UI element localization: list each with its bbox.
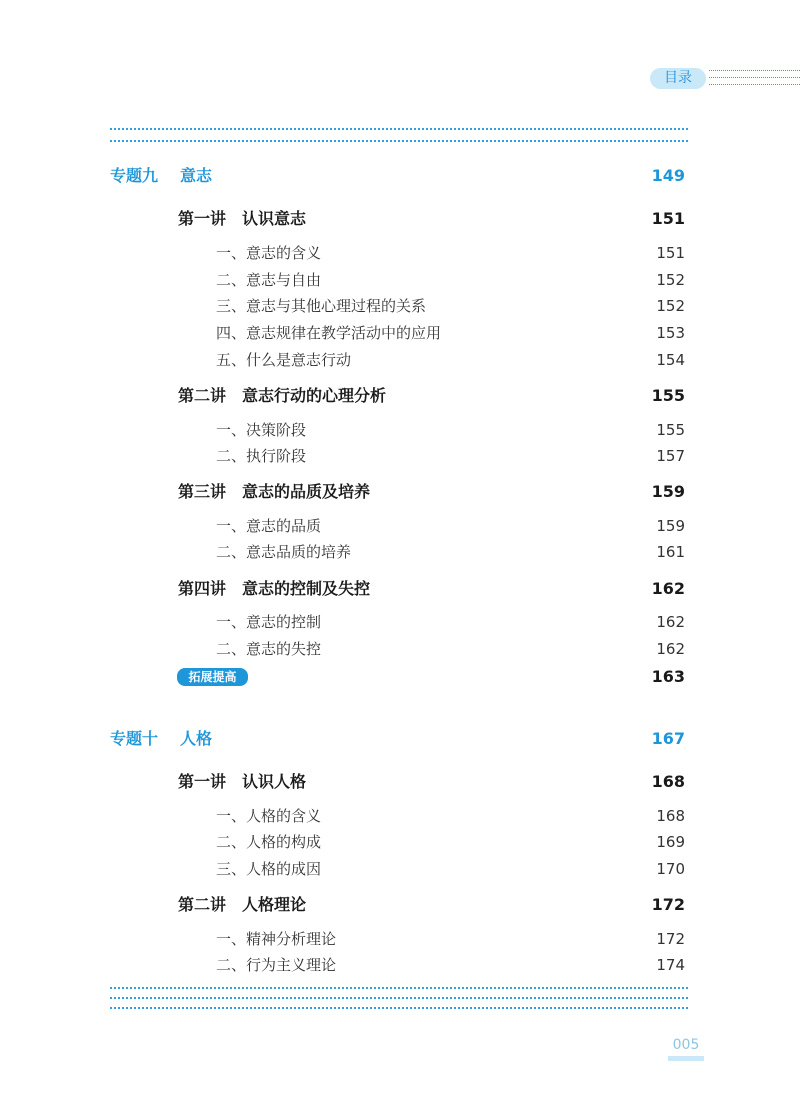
toc-topic[interactable] xyxy=(0,727,800,751)
section-page: 169 xyxy=(656,833,685,851)
section-page: 172 xyxy=(656,930,685,948)
lecture-title: 人格理论 xyxy=(242,895,307,914)
lecture-title: 意志的品质及培养 xyxy=(242,482,371,501)
toc-section[interactable] xyxy=(0,953,800,977)
section-page: 168 xyxy=(656,807,685,825)
toc-section[interactable] xyxy=(0,610,800,634)
toc-section[interactable] xyxy=(0,514,800,538)
header-dots-top xyxy=(709,70,800,71)
extension-badge: 拓展提高 xyxy=(177,668,248,686)
lecture-label: 第四讲 xyxy=(178,579,227,598)
section-page: 162 xyxy=(656,640,685,658)
section-title: 三、人格的成因 xyxy=(216,860,322,878)
toc-section[interactable] xyxy=(0,804,800,828)
topic-label: 专题九 xyxy=(110,166,159,185)
toc-section[interactable] xyxy=(0,637,800,661)
toc-section[interactable] xyxy=(0,540,800,564)
toc-section[interactable] xyxy=(0,927,800,951)
toc-section[interactable] xyxy=(0,444,800,468)
section-title: 二、人格的构成 xyxy=(216,833,322,851)
section-title: 二、执行阶段 xyxy=(216,447,307,465)
toc-lecture[interactable] xyxy=(0,384,800,408)
lecture-page: 151 xyxy=(651,209,685,228)
section-page: 157 xyxy=(656,447,685,465)
lecture-page: 168 xyxy=(651,772,685,791)
lecture-title: 意志的控制及失控 xyxy=(242,579,371,598)
section-title: 二、行为主义理论 xyxy=(216,956,337,974)
section-title: 三、意志与其他心理过程的关系 xyxy=(216,297,427,315)
section-title: 一、意志的品质 xyxy=(216,517,322,535)
toc-lecture[interactable] xyxy=(0,770,800,794)
divider-bottom-3 xyxy=(110,1007,688,1009)
section-title: 一、意志的含义 xyxy=(216,244,322,262)
section-page: 159 xyxy=(656,517,685,535)
divider-bottom-2 xyxy=(110,997,688,999)
toc-lecture[interactable] xyxy=(0,893,800,917)
divider-top-2 xyxy=(110,140,688,142)
toc-topic[interactable] xyxy=(0,164,800,188)
section-page: 161 xyxy=(656,543,685,561)
page-number-bar xyxy=(668,1056,704,1061)
toc-lecture[interactable] xyxy=(0,207,800,231)
section-title: 四、意志规律在教学活动中的应用 xyxy=(216,324,442,342)
topic-title: 意志 xyxy=(180,166,213,185)
topic-page: 167 xyxy=(651,729,685,748)
section-title: 一、精神分析理论 xyxy=(216,930,337,948)
section-title: 二、意志的失控 xyxy=(216,640,322,658)
section-title: 一、意志的控制 xyxy=(216,613,322,631)
toc-section[interactable] xyxy=(0,241,800,265)
toc-lecture[interactable] xyxy=(0,577,800,601)
section-page: 162 xyxy=(656,613,685,631)
section-page: 170 xyxy=(656,860,685,878)
section-title: 五、什么是意志行动 xyxy=(216,351,352,369)
divider-top-1 xyxy=(110,128,688,130)
section-page: 174 xyxy=(656,956,685,974)
topic-label: 专题十 xyxy=(110,729,159,748)
divider-bottom-1 xyxy=(110,987,688,989)
lecture-label: 第二讲 xyxy=(178,895,227,914)
section-page: 153 xyxy=(656,324,685,342)
lecture-page: 162 xyxy=(651,579,685,598)
section-title: 二、意志品质的培养 xyxy=(216,543,352,561)
toc-section[interactable] xyxy=(0,857,800,881)
page-number: 005 xyxy=(672,1037,700,1053)
toc-extension[interactable] xyxy=(0,665,800,689)
section-page: 154 xyxy=(656,351,685,369)
section-page: 152 xyxy=(656,271,685,289)
toc-section[interactable] xyxy=(0,321,800,345)
lecture-label: 第二讲 xyxy=(178,386,227,405)
section-tab-contents: 目录 xyxy=(650,68,706,89)
header-dots-mid xyxy=(709,77,800,78)
lecture-label: 第一讲 xyxy=(178,772,227,791)
lecture-title: 意志行动的心理分析 xyxy=(242,386,387,405)
section-page: 155 xyxy=(656,421,685,439)
toc-section[interactable] xyxy=(0,348,800,372)
toc-lecture[interactable] xyxy=(0,480,800,504)
section-title: 一、人格的含义 xyxy=(216,807,322,825)
toc-section[interactable] xyxy=(0,418,800,442)
lecture-page: 155 xyxy=(651,386,685,405)
topic-title: 人格 xyxy=(180,729,213,748)
lecture-page: 172 xyxy=(651,895,685,914)
toc-section[interactable] xyxy=(0,294,800,318)
topic-page: 149 xyxy=(651,166,685,185)
header-dots-bottom xyxy=(709,84,800,85)
section-page: 151 xyxy=(656,244,685,262)
toc-section[interactable] xyxy=(0,830,800,854)
lecture-title: 认识人格 xyxy=(242,772,307,791)
extension-page: 163 xyxy=(651,667,685,686)
section-title: 一、决策阶段 xyxy=(216,421,307,439)
section-page: 152 xyxy=(656,297,685,315)
lecture-label: 第一讲 xyxy=(178,209,227,228)
toc-section[interactable] xyxy=(0,268,800,292)
lecture-label: 第三讲 xyxy=(178,482,227,501)
lecture-title: 认识意志 xyxy=(242,209,307,228)
lecture-page: 159 xyxy=(651,482,685,501)
section-title: 二、意志与自由 xyxy=(216,271,322,289)
